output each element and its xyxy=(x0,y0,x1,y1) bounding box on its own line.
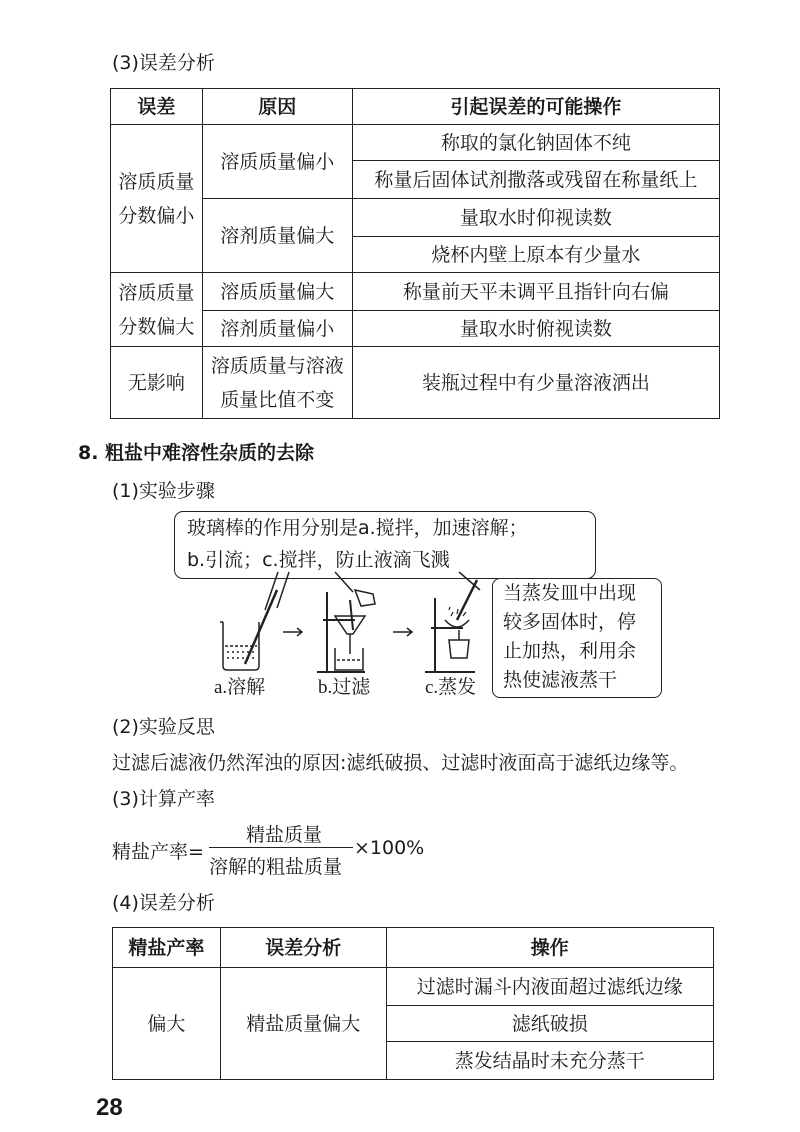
yield-error-table xyxy=(112,927,714,1080)
arrow-right-icon xyxy=(393,628,412,636)
glass-rod-note-bubble: 玻璃棒的作用分别是a.搅拌，加速溶解； b.引流；c.搅拌，防止液滴飞溅 xyxy=(174,511,596,579)
table-header-row xyxy=(113,928,714,968)
reflection-heading: (2)实验反思 xyxy=(112,716,215,738)
cause-cell: 溶质质量偏小 xyxy=(202,125,352,199)
table-row xyxy=(111,273,720,311)
fraction-bar xyxy=(209,847,353,848)
formula-numerator: 精盐质量 xyxy=(246,824,323,846)
bubble-pointer xyxy=(277,572,289,608)
error-cell: 溶质质量 分数偏小 xyxy=(111,125,203,273)
header-cell: 精盐产率 xyxy=(113,928,221,968)
analysis-cell: 精盐质量偏大 xyxy=(220,968,386,1080)
evaporation-note-box: 当蒸发皿中出现 较多固体时，停 止加热，利用余 热使滤液蒸干 xyxy=(492,578,662,698)
error-cell: 溶质质量 分数偏大 xyxy=(111,273,203,347)
apparatus-illustration xyxy=(205,570,505,680)
operation-cell: 量取水时仰视读数 xyxy=(352,199,719,237)
filtration-setup-icon xyxy=(317,590,375,672)
reflection-text: 过滤后滤液仍然浑浊的原因:滤纸破损、过滤时液面高于滤纸边缘等。 xyxy=(112,752,689,774)
evaporation-setup-icon xyxy=(425,580,477,672)
arrow-right-icon xyxy=(283,628,302,636)
header-cell: 误差 xyxy=(111,89,203,125)
table-row xyxy=(113,968,714,1006)
table-row xyxy=(111,347,720,419)
operation-cell: 装瓶过程中有少量溶液洒出 xyxy=(352,347,719,419)
operation-cell: 蒸发结晶时未充分蒸干 xyxy=(386,1042,713,1080)
table-row xyxy=(111,125,720,161)
step-label-filter: b.过滤 xyxy=(318,677,371,698)
table-header-row xyxy=(111,89,720,125)
operation-cell: 称取的氯化钠固体不纯 xyxy=(352,125,719,161)
error-cell: 无影响 xyxy=(111,347,203,419)
step-label-evaporate: c.蒸发 xyxy=(425,677,477,698)
formula-lhs: 精盐产率= xyxy=(112,841,204,863)
operation-cell: 烧杯内壁上原本有少量水 xyxy=(352,237,719,273)
steps-heading: (1)实验步骤 xyxy=(112,480,215,502)
cause-cell: 溶剂质量偏小 xyxy=(202,311,352,347)
section-heading-error-analysis: (3)误差分析 xyxy=(112,52,215,74)
table-row xyxy=(111,199,720,237)
page-number: 28 xyxy=(96,1094,123,1121)
formula-denominator: 溶解的粗盐质量 xyxy=(209,856,343,878)
error-analysis-heading: (4)误差分析 xyxy=(112,892,215,914)
step-label-dissolve: a.溶解 xyxy=(214,677,266,698)
operation-cell: 称量前天平未调平且指针向右偏 xyxy=(352,273,719,311)
section-8-title: 8. 粗盐中难溶性杂质的去除 xyxy=(78,442,315,464)
formula-tail: ×100% xyxy=(354,837,425,859)
header-cell: 误差分析 xyxy=(220,928,386,968)
operation-cell: 过滤时漏斗内液面超过滤纸边缘 xyxy=(386,968,713,1006)
error-table xyxy=(110,88,720,419)
header-cell: 操作 xyxy=(386,928,713,968)
operation-cell: 滤纸破损 xyxy=(386,1006,713,1042)
rate-cell: 偏大 xyxy=(113,968,221,1080)
calc-heading: (3)计算产率 xyxy=(112,788,215,810)
table-row xyxy=(111,311,720,347)
bubble-pointer xyxy=(335,572,353,592)
cause-cell: 溶质质量与溶液 质量比值不变 xyxy=(202,347,352,419)
header-cell: 引起误差的可能操作 xyxy=(352,89,719,125)
cause-cell: 溶质质量偏大 xyxy=(202,273,352,311)
operation-cell: 称量后固体试剂撒落或残留在称量纸上 xyxy=(352,161,719,199)
cause-cell: 溶剂质量偏大 xyxy=(202,199,352,273)
header-cell: 原因 xyxy=(202,89,352,125)
operation-cell: 量取水时俯视读数 xyxy=(352,311,719,347)
